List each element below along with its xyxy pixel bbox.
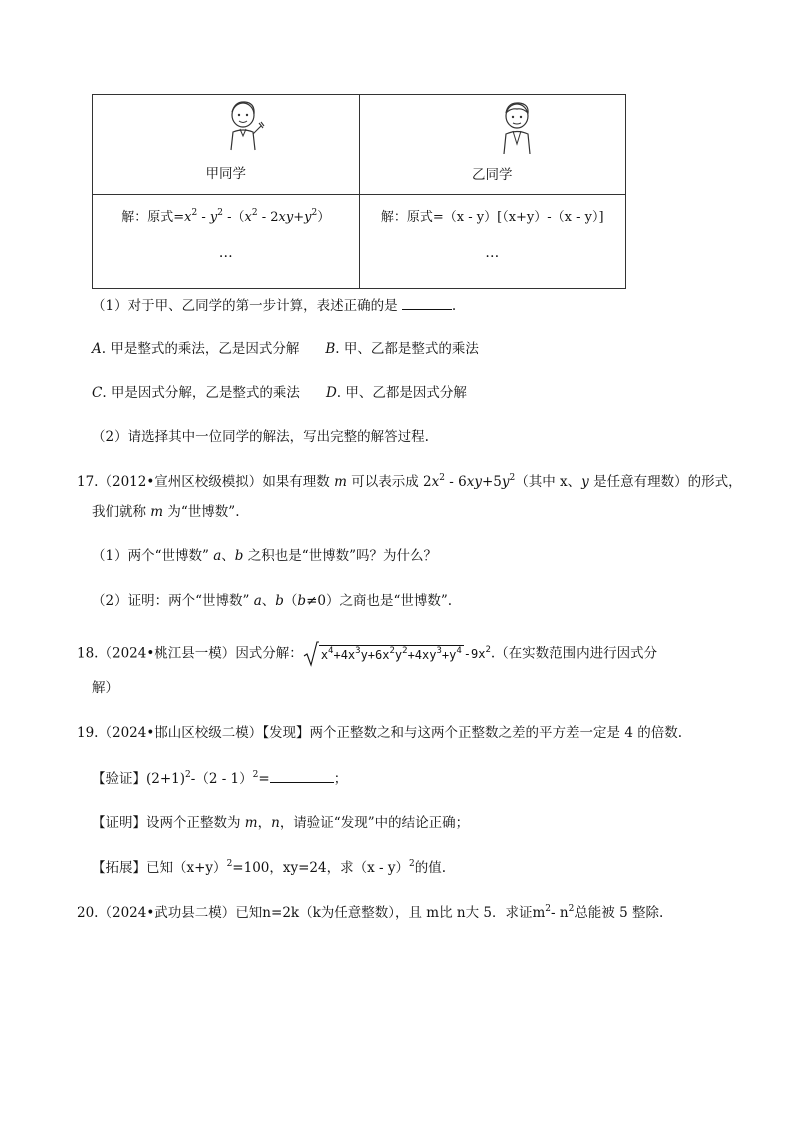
yi-solution: 解：原式=（x - y）[（x+y）-（x - y）] [380,210,604,225]
q20-line1: 20.（2024•武功县二模）已知n=2k（k为任意整数），且 m比 n大 5．求证$m^2-$ $n^2$总能被 5 整除. [77,904,664,921]
q18-line1: 18.（2024•桃江县一模）因式分解： $x^4+4x^3y+6x^2y^2+4xy^3+y^4$ $-9x^2$.（在实数范围内进行因式分 [77,641,657,667]
yi-ellipsis: … [485,245,500,261]
girl-student-icon [223,98,269,156]
jia-label: 甲同学 [205,166,246,182]
q17-line2: 我们就称 m 为“世博数”. [92,504,240,520]
q17-part2: （2）证明：两个“世博数” a、b（b≠0）之商也是“世博数”. [92,593,453,609]
sqrt-expression: $x^4+4x^3y+6x^2y^2+4xy^3+y^4$ [303,641,464,667]
verify-answer-blank[interactable] [270,768,334,783]
q16-part1: （1）对于甲、乙同学的第一步计算，表述正确的是 . [92,295,456,316]
q19-line1: 19.（2024•邯山区校级二模）【发现】两个正整数之和与这两个正整数之差的平方差一定是 4 的倍数. [77,725,683,741]
q16-part2: （2）请选择其中一位同学的解法，写出完整的解答过程. [92,429,429,445]
yi-solution-cell [359,195,626,289]
jia-cell [93,95,360,195]
q19-verify: 【验证】$(2+1)^2-(2 - 1)^2=$ ； [92,770,348,787]
answer-blank[interactable] [402,295,452,310]
q16-options-cd: C. 甲是因式分解，乙是整式的乘法 D. 甲、乙都是因式分解 [92,385,467,401]
jia-ellipsis: … [218,245,233,261]
q17-part1: （1）两个“世博数” a、b 之积也是“世博数”吗？为什么？ [92,548,438,564]
q16-options-ab: A. 甲是整式的乘法，乙是因式分解 B. 甲、乙都是整式的乘法 [92,341,479,357]
jia-solution-cell [93,195,360,289]
q18-line2: 解） [92,680,119,696]
q17-line1: 17.（2012•宣州区校级模拟）如果有理数 m 可以表示成 $2x^2 - 6xy+5y^2$（其中 x、y 是任意有理数）的形式， [77,473,742,490]
jia-solution: 解：原式$=x^2 - y^2$ $-(x^2 - 2xy+y^2)$ [121,208,331,225]
q19-extend: 【拓展】已知$(x+y)^2=100$，xy=24，求（x - y）$^2$的值. [92,859,447,876]
yi-label: 乙同学 [472,167,513,183]
q19-prove: 【证明】设两个正整数为 m，n，请验证“发现”中的结论正确； [92,815,470,831]
yi-cell [359,95,626,195]
student-solutions-table [92,94,626,289]
boy-student-icon [495,98,541,158]
